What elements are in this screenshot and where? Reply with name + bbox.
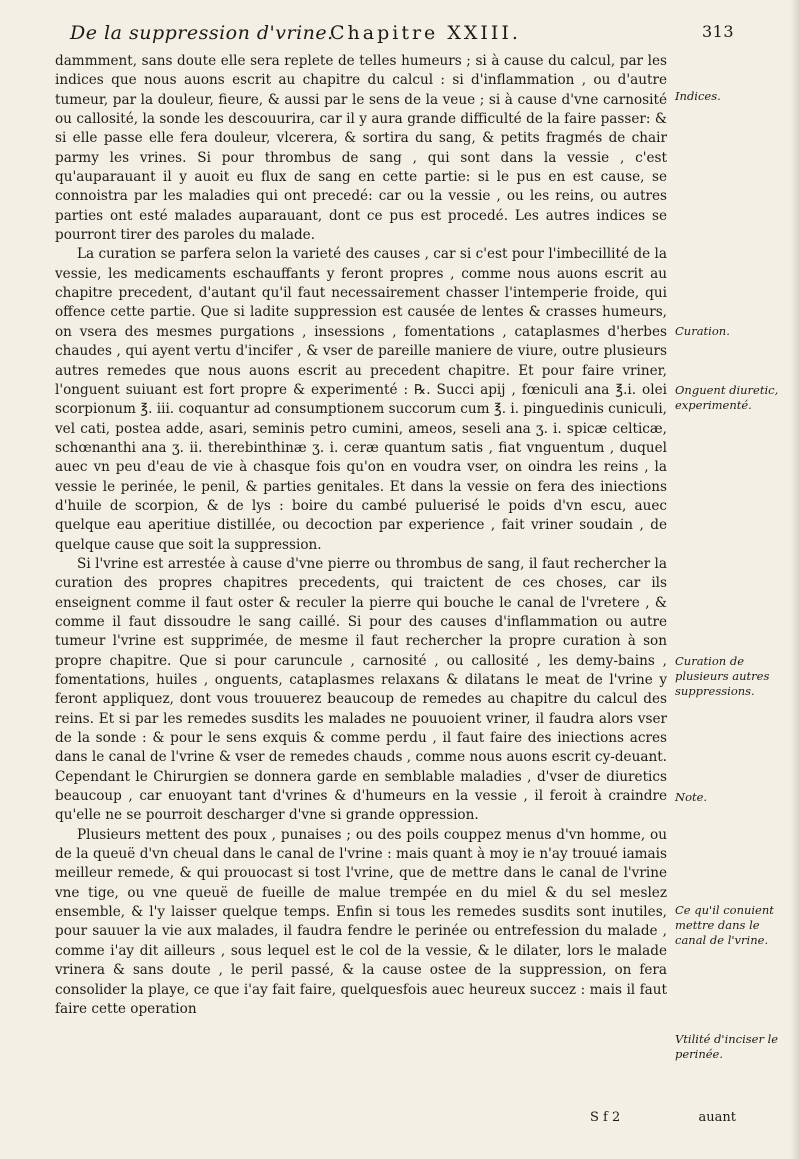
running-title: De la suppression d'vrine.	[70, 22, 334, 44]
margin-note-indices: Indices.	[675, 89, 721, 103]
margin-note-autres-suppressions: Curation de plusieurs autres suppressions.	[675, 654, 770, 698]
chapter-title: Chapitre XXIII.	[330, 22, 521, 44]
main-text	[55, 52, 667, 1019]
margin-note-note: Note.	[675, 790, 708, 804]
running-header	[70, 14, 770, 54]
paragraph-1: dammment, sans doute elle sera replete de telles humeurs ; si à cause du calcul, par les indices que nous auons escrit au chapitre du calcul : si d'inflammation , ou d'autre tumeur, par la douleur, fieure, & aussi par le sens de la veue ; si à cause d'vne carnosité ou callosité, la sonde les descouurira, car il y aura grande difficulté de la faire passer: & si elle passe elle fera douleur, vlcerera, & sortira du sang, & petits fragmés de chair parmy les vrines. Si pour thrombus de sang , qui sont dans la vessie , c'est qu'auparauant il y auoit eu flux de sang en cette partie: si le pus en est cause, se connoistra par les maladies qui ont precedé: car ou la vessie , ou les reins, ou autres parties ont esté malades auparauant, dont ce pus est procedé. Les autres indices se pourront tirer des paroles du malade.	[55, 53, 667, 244]
paragraph-3: Si l'vrine est arrestée à cause d'vne pierre ou thrombus de sang, il faut rechercher la curation des propres chapitres precedents, qui traictent de ces choses, car ils enseignent comme il faut oster & reculer la pierre qui bouche le canal de l'vretere , & comme il faut dissoudre le sang caillé. Si pour des causes d'inflammation ou autre tumeur l'vrine est supprimée, de mesme il faut rechercher la propre curation à son propre chapitre. Que si pour caruncule , carnosité , ou callosité , les demy-bains , fomentations, huiles , onguents, cataplasmes relaxans & dilatans le meat de l'vrine y feront appliquez, dont vous trouuerez beaucoup de remedes au chapitre du calcul des reins. Et si par les remedes susdits les malades ne pouuoient vriner, il faudra alors vser de la sonde : & pour le sens exquis & comme perdu , il faut faire des iniections acres dans le canal de l'vrine & vser de remedes chauds , comme nous auons escrit cy-deuant. Cependant le Chirurgien se donnera garde en semblable maladies , d'vser de diuretics beaucoup , car enuoyant tant d'vrines & d'humeurs en la vessie , il feroit à craindre qu'elle ne se pourroit descharger d'vne si grande oppression.	[55, 555, 667, 824]
catchword: auant	[698, 1110, 737, 1125]
footer-line	[590, 1110, 736, 1125]
paragraph-4: Plusieurs mettent des poux , punaises ; ou des poils couppez menus d'vn homme, ou de la queuë d'vn cheual dans le canal de l'vrine : mais quant à moy ie n'ay trouué iamais meilleur remede, & qui prouocast si tost l'vrine, que de mettre dans le canal de l'vrine vne tige, ou vne queuë de fueille de malue trempée en du miel & du sel meslez ensemble, & l'y laisser quelque temps. Enfin si tous les remedes susdits sont inutiles, pour sauuer la vie aux malades, il faudra fendre le perinée ou entrefession du malade , comme i'ay dit ailleurs , sous lequel est le col de la vessie, & le dilater, lors le malade vrinera & sans doute , le peril passé, & la cause ostee de la suppression, on fera consolider la playe, ce que i'ay fait faire, quelquesfois auec heureux succez : mais il faut faire cette operation	[55, 826, 667, 1017]
signature-mark: S f 2	[590, 1110, 621, 1125]
page-number: 313	[702, 22, 735, 41]
margin-note-curation: Curation.	[675, 324, 730, 338]
paragraph-2: La curation se parfera selon la varieté des causes , car si c'est pour l'imbecillité de la vessie, les medicaments eschauffants y feront propres , comme nous auons escrit au chapitre precedent, d'autant qu'il faut necessairement chasser l'intemperie froide, qui offence cette partie. Que si ladite suppression est causée de lentes & crasses humeurs, on vsera des mesmes purgations , insessions , fomentations , cataplasmes d'herbes chaudes , qui ayent vertu d'incifer , & vser de pareille maniere de viure, outre plusieurs autres remedes que nous auons escrit au precedent chapitre. Et pour faire vriner, l'onguent suiuant est fort propre & experimenté : ℞. Succi apij , fœniculi ana ℥.i. olei scorpionum ℥. iii. coquantur ad consumptionem succorum cum ℥. i. pinguedinis cuniculi, vel cati, postea adde, asari, seminis petro cumini, ameos, seseli ana ʒ. i. spicæ celticæ, schœnanthi ana ʒ. ii. therebinthinæ ʒ. i. ceræ quantum satis , fiat vnguentum , duquel auec vn peu d'eau de vie à chasque fois qu'on en voudra vser, on oindra les reins , la vessie le perinée, le penil, & parties genitales. Et dans la vessie on fera des iniections d'huile de scorpion, & de lys : boire du cambé puluerisé le poids d'vn escu, auec quelque eau aperitiue distillée, ou decoction par experience , fait vriner soudain , de quelque cause que soit la suppression.	[55, 246, 667, 553]
margin-note-inciser: Vtilité d'inciser le perinée.	[675, 1032, 779, 1061]
margin-note-onguent: Onguent diuretic, experimenté.	[675, 383, 779, 412]
margin-note-canal: Ce qu'il conuient mettre dans le canal de l'vrine.	[675, 903, 774, 947]
page-edge-shadow	[790, 0, 800, 1159]
